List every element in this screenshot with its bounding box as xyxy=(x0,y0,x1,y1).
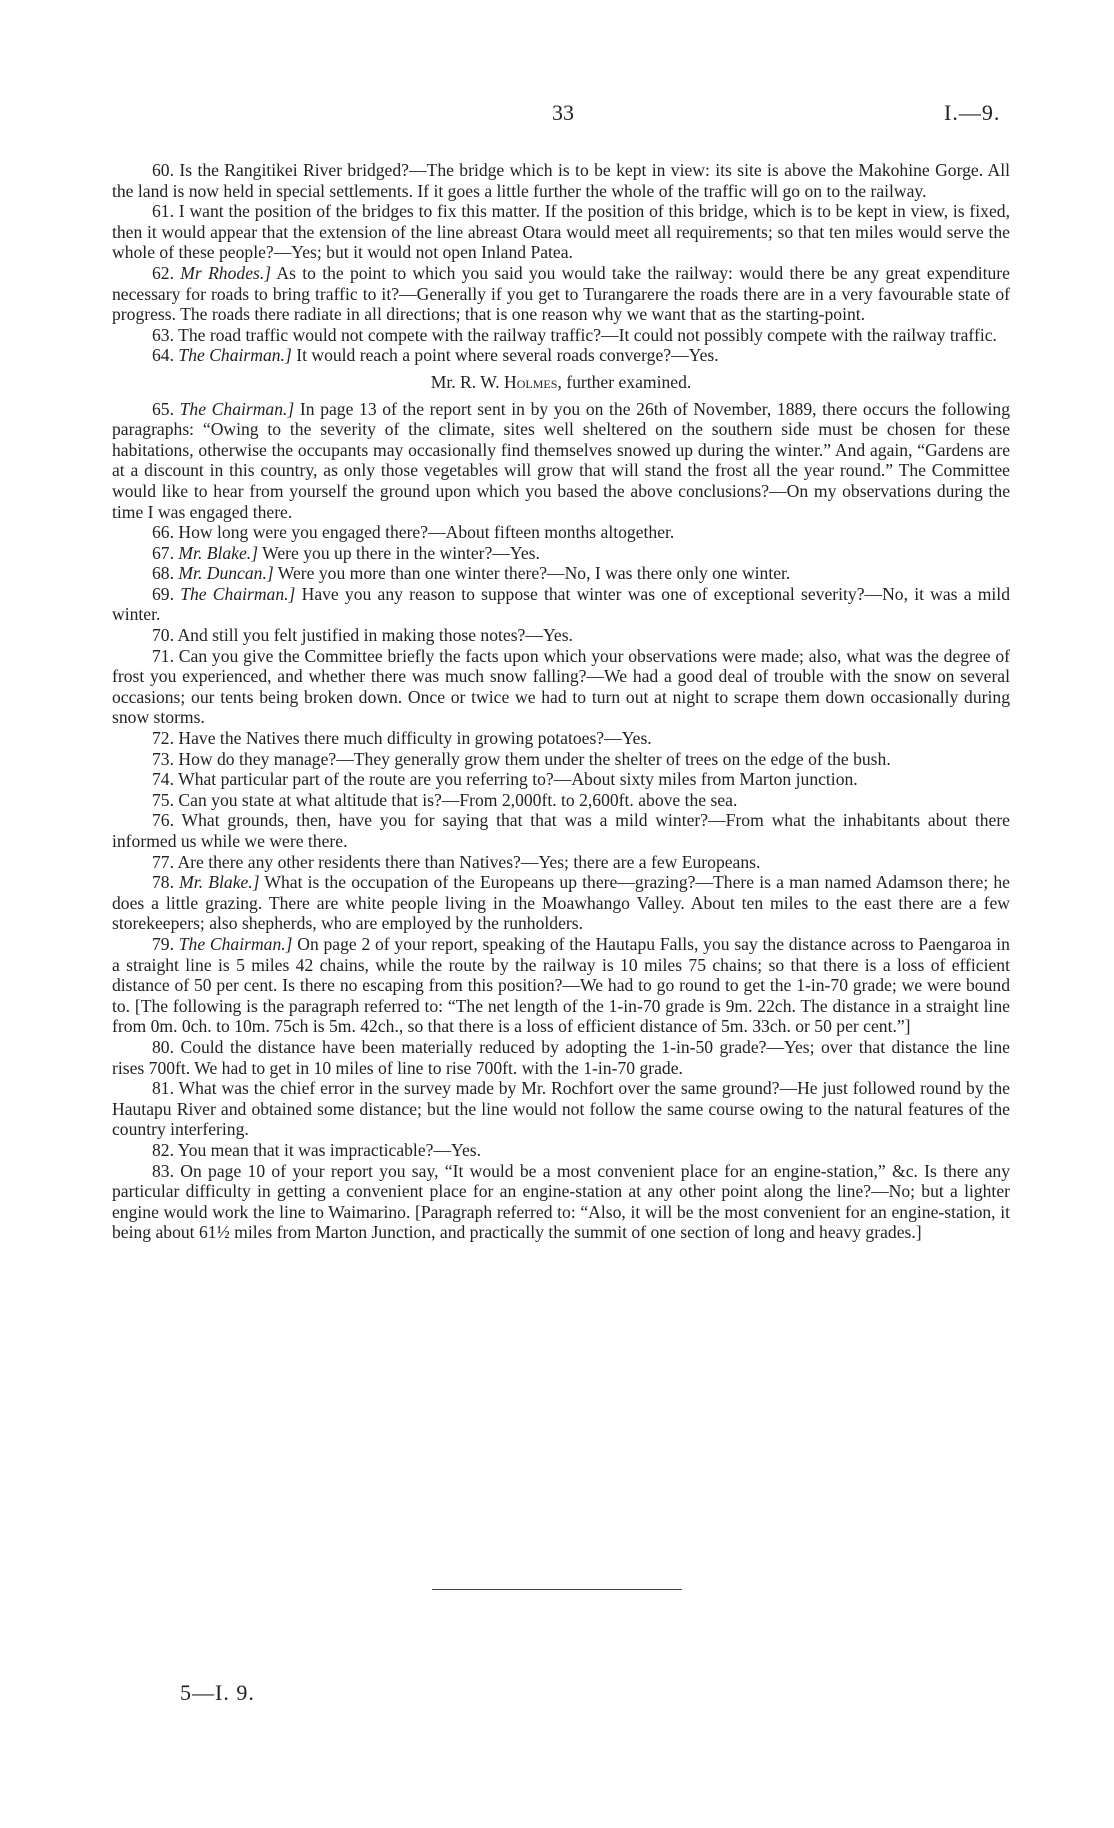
question-number: 61. xyxy=(152,201,174,222)
question-text: What was the chief error in the survey made by Mr. Rochfort over the same ground?—He just followed round by the Hautapu River and obtained some distance; but the line would not follow the same course owing to the natural features of the country interfering. xyxy=(112,1078,1010,1140)
question-number: 83. xyxy=(152,1160,174,1181)
question-text: Is the Rangitikei River bridged?—The bridge which is to be kept in view: its site is above the Makohine Gorge. All the land is now held in special settlements. If it goes a little further the whole of the traffic will go on to the railway. xyxy=(112,160,1010,201)
question-number: 70. xyxy=(152,625,174,646)
question-paragraph xyxy=(112,646,1010,728)
question-number: 81. xyxy=(152,1078,174,1099)
question-paragraph xyxy=(112,1140,1010,1161)
question-number: 62. xyxy=(152,262,174,283)
question-text: I want the position of the bridges to fix this matter. If the position of this bridge, which is to be kept in view, is fixed, then it would appear that the extension of the line abreast Otara would meet all requirements; so that ten miles would serve the whole of these people?—Yes; but it would not open Inland Patea. xyxy=(112,201,1010,263)
question-number: 60. xyxy=(152,160,174,180)
question-text: On page 10 of your report you say, “It would be a most convenient place for an engine-station,” &c. Is there any particular difficulty in getting a convenient place for an engine-station at any other point along the line?—No; but a lighter engine would work the line to Waimarino. [Paragraph referred to: “Also, it will be the most convenient for an engine-station, it being about 61½ miles from Marton Junction, and practically the summit of one section of long and heavy grades.] xyxy=(112,1160,1010,1243)
question-text: Could the distance have been materially reduced by adopting the 1-in-50 grade?—Yes; over that distance the line rises 700ft. We had to get in 10 miles of line to rise 700ft. with the 1-in-70 grade. xyxy=(112,1036,1010,1078)
question-text: How do they manage?—They generally grow them under the shelter of trees on the edge of the bush. xyxy=(178,748,891,769)
question-number: 69. xyxy=(152,583,174,604)
question-number: 78. xyxy=(152,872,174,893)
question-text: Can you state at what altitude that is?—From 2,000ft. to 2,600ft. above the sea. xyxy=(178,789,738,810)
question-paragraph xyxy=(112,749,1010,770)
question-number: 64. xyxy=(152,345,174,366)
paragraph-group-2 xyxy=(112,399,1010,1243)
question-paragraph xyxy=(112,625,1010,646)
question-number: 76. xyxy=(152,810,174,831)
footer-signature: 5—I. 9. xyxy=(180,1680,255,1705)
question-text: What is the occupation of the Europeans up there—grazing?—There is a man named Adamson there; he does a little grazing. There are white people living in the Moawhango Valley. About ten miles to the east there are a few storekeepers; also shepherds, who are employed by the runholders. xyxy=(112,872,1010,934)
question-paragraph xyxy=(112,345,1010,366)
question-paragraph xyxy=(112,325,1010,346)
closing-rule xyxy=(432,1589,682,1590)
question-number: 65. xyxy=(152,398,174,419)
speaker-name: The Chairman.] xyxy=(178,345,292,366)
paragraph-group-1 xyxy=(112,160,1010,366)
question-paragraph xyxy=(112,934,1010,1037)
speaker-name: The Chairman.] xyxy=(178,933,293,954)
page-header xyxy=(0,100,1114,140)
witness-prefix: Mr. R. W. xyxy=(430,371,500,392)
question-text: Can you give the Committee briefly the facts upon which your observations were made; also, what was the degree of frost you experienced, and whether there was much snow falling?—We had a good deal of trouble with the snow on several occasions; our tents being broken down. Once or twice we had to turn out at night to scrape them down occasionally during snow storms. xyxy=(112,645,1010,728)
speaker-name: The Chairman.] xyxy=(180,583,296,604)
question-text: Are there any other residents there than Natives?—Yes; there are a few Europeans. xyxy=(177,851,761,872)
page-number: 33 xyxy=(552,100,574,125)
question-text: It would reach a point where several roads converge?—Yes. xyxy=(296,345,719,366)
question-text: Have you any reason to suppose that winter was one of exceptional severity?—No, it was a mild winter. xyxy=(112,583,1010,625)
question-paragraph xyxy=(112,790,1010,811)
question-paragraph xyxy=(112,160,1010,201)
question-paragraph xyxy=(112,584,1010,625)
witness-suffix: , further examined. xyxy=(557,371,692,392)
question-paragraph xyxy=(112,543,1010,564)
speaker-name: The Chairman.] xyxy=(179,398,295,419)
question-number: 80. xyxy=(152,1036,174,1057)
question-text: On page 2 of your report, speaking of the Hautapu Falls, you say the distance across to Paengaroa in a straight line is 5 miles 42 chains, while the route by the railway is 10 miles 75 chains; so that there is a loss of efficient distance of 50 per cent. Is there no escaping from this position?—We had to go round to get the 1-in-70 grade; we were bound to. [The following is the paragraph referred to: “The net length of the 1-in-70 grade is 9m. 22ch. The distance in a straight line from 0m. 0ch. to 10m. 75ch is 5m. 42ch., so that there is a loss of efficient distance of 5m. 33ch. or 50 per cent.”] xyxy=(112,933,1010,1037)
question-text: How long were you engaged there?—About fifteen months altogether. xyxy=(178,522,675,543)
question-number: 68. xyxy=(152,563,174,584)
question-text: Have the Natives there much difficulty in growing potatoes?—Yes. xyxy=(178,728,652,749)
question-number: 66. xyxy=(152,522,174,543)
question-number: 72. xyxy=(152,728,174,749)
question-text: What particular part of the route are you referring to?—About sixty miles from Marton junction. xyxy=(178,769,858,790)
question-paragraph xyxy=(112,1037,1010,1078)
question-paragraph xyxy=(112,399,1010,523)
question-text: You mean that it was impracticable?—Yes. xyxy=(177,1139,482,1160)
question-paragraph xyxy=(112,728,1010,749)
question-paragraph xyxy=(112,769,1010,790)
question-text: In page 13 of the report sent in by you on the 26th of November, 1889, there occurs the following paragraphs: “Owing to the severity of the climate, sites well sheltered on the southern side must be chosen for these habitations, otherwise the occupants may occasionally find themselves snowed up during the winter.” And again, “Gardens are at a discount in this country, as only those vegetables will grow that will stand the frost all the year round.” The Committee would like to hear from yourself the ground upon which you based the above conclusions?—On my observations during the time I was engaged there. xyxy=(112,398,1011,522)
question-text: The road traffic would not compete with the railway traffic?—It could not possibly compete with the railway traffic. xyxy=(178,324,997,345)
document-reference: I.—9. xyxy=(944,100,1001,125)
speaker-name: Mr Rhodes.] xyxy=(180,262,272,283)
witness-heading xyxy=(112,372,1010,393)
document-body xyxy=(112,160,1010,1243)
question-number: 63. xyxy=(152,324,174,345)
question-number: 82. xyxy=(152,1139,174,1160)
question-number: 71. xyxy=(152,645,174,666)
question-number: 67. xyxy=(152,542,174,563)
question-number: 75. xyxy=(152,789,174,810)
question-paragraph xyxy=(112,1078,1010,1140)
question-paragraph xyxy=(112,1161,1010,1243)
question-paragraph xyxy=(112,263,1010,325)
question-paragraph xyxy=(112,852,1010,873)
question-number: 77. xyxy=(152,851,174,872)
question-number: 79. xyxy=(152,933,174,954)
question-paragraph xyxy=(112,522,1010,543)
speaker-name: Mr. Blake.] xyxy=(178,542,259,563)
question-paragraph xyxy=(112,810,1010,851)
speaker-name: Mr. Duncan.] xyxy=(178,563,274,584)
question-number: 73. xyxy=(152,748,174,769)
question-text: Were you up there in the winter?—Yes. xyxy=(262,542,540,563)
question-paragraph xyxy=(112,201,1010,263)
question-text: As to the point to which you said you would take the railway: would there be any great expenditure necessary for roads to bring traffic to it?—Generally if you get to Turangarere the roads there are in a very favourable state of progress. The roads there radiate in all directions; that is one reason why we want that as the starting-point. xyxy=(112,262,1010,325)
witness-name: Holmes xyxy=(504,371,558,392)
question-number: 74. xyxy=(152,769,174,790)
question-text: Were you more than one winter there?—No, I was there only one winter. xyxy=(277,563,791,584)
question-paragraph xyxy=(112,872,1010,934)
speaker-name: Mr. Blake.] xyxy=(179,872,260,893)
question-text: And still you felt justified in making those notes?—Yes. xyxy=(177,625,573,646)
question-paragraph xyxy=(112,563,1010,584)
question-text: What grounds, then, have you for saying that that was a mild winter?—From what the inhabitants about there informed us while we were there. xyxy=(112,810,1010,851)
